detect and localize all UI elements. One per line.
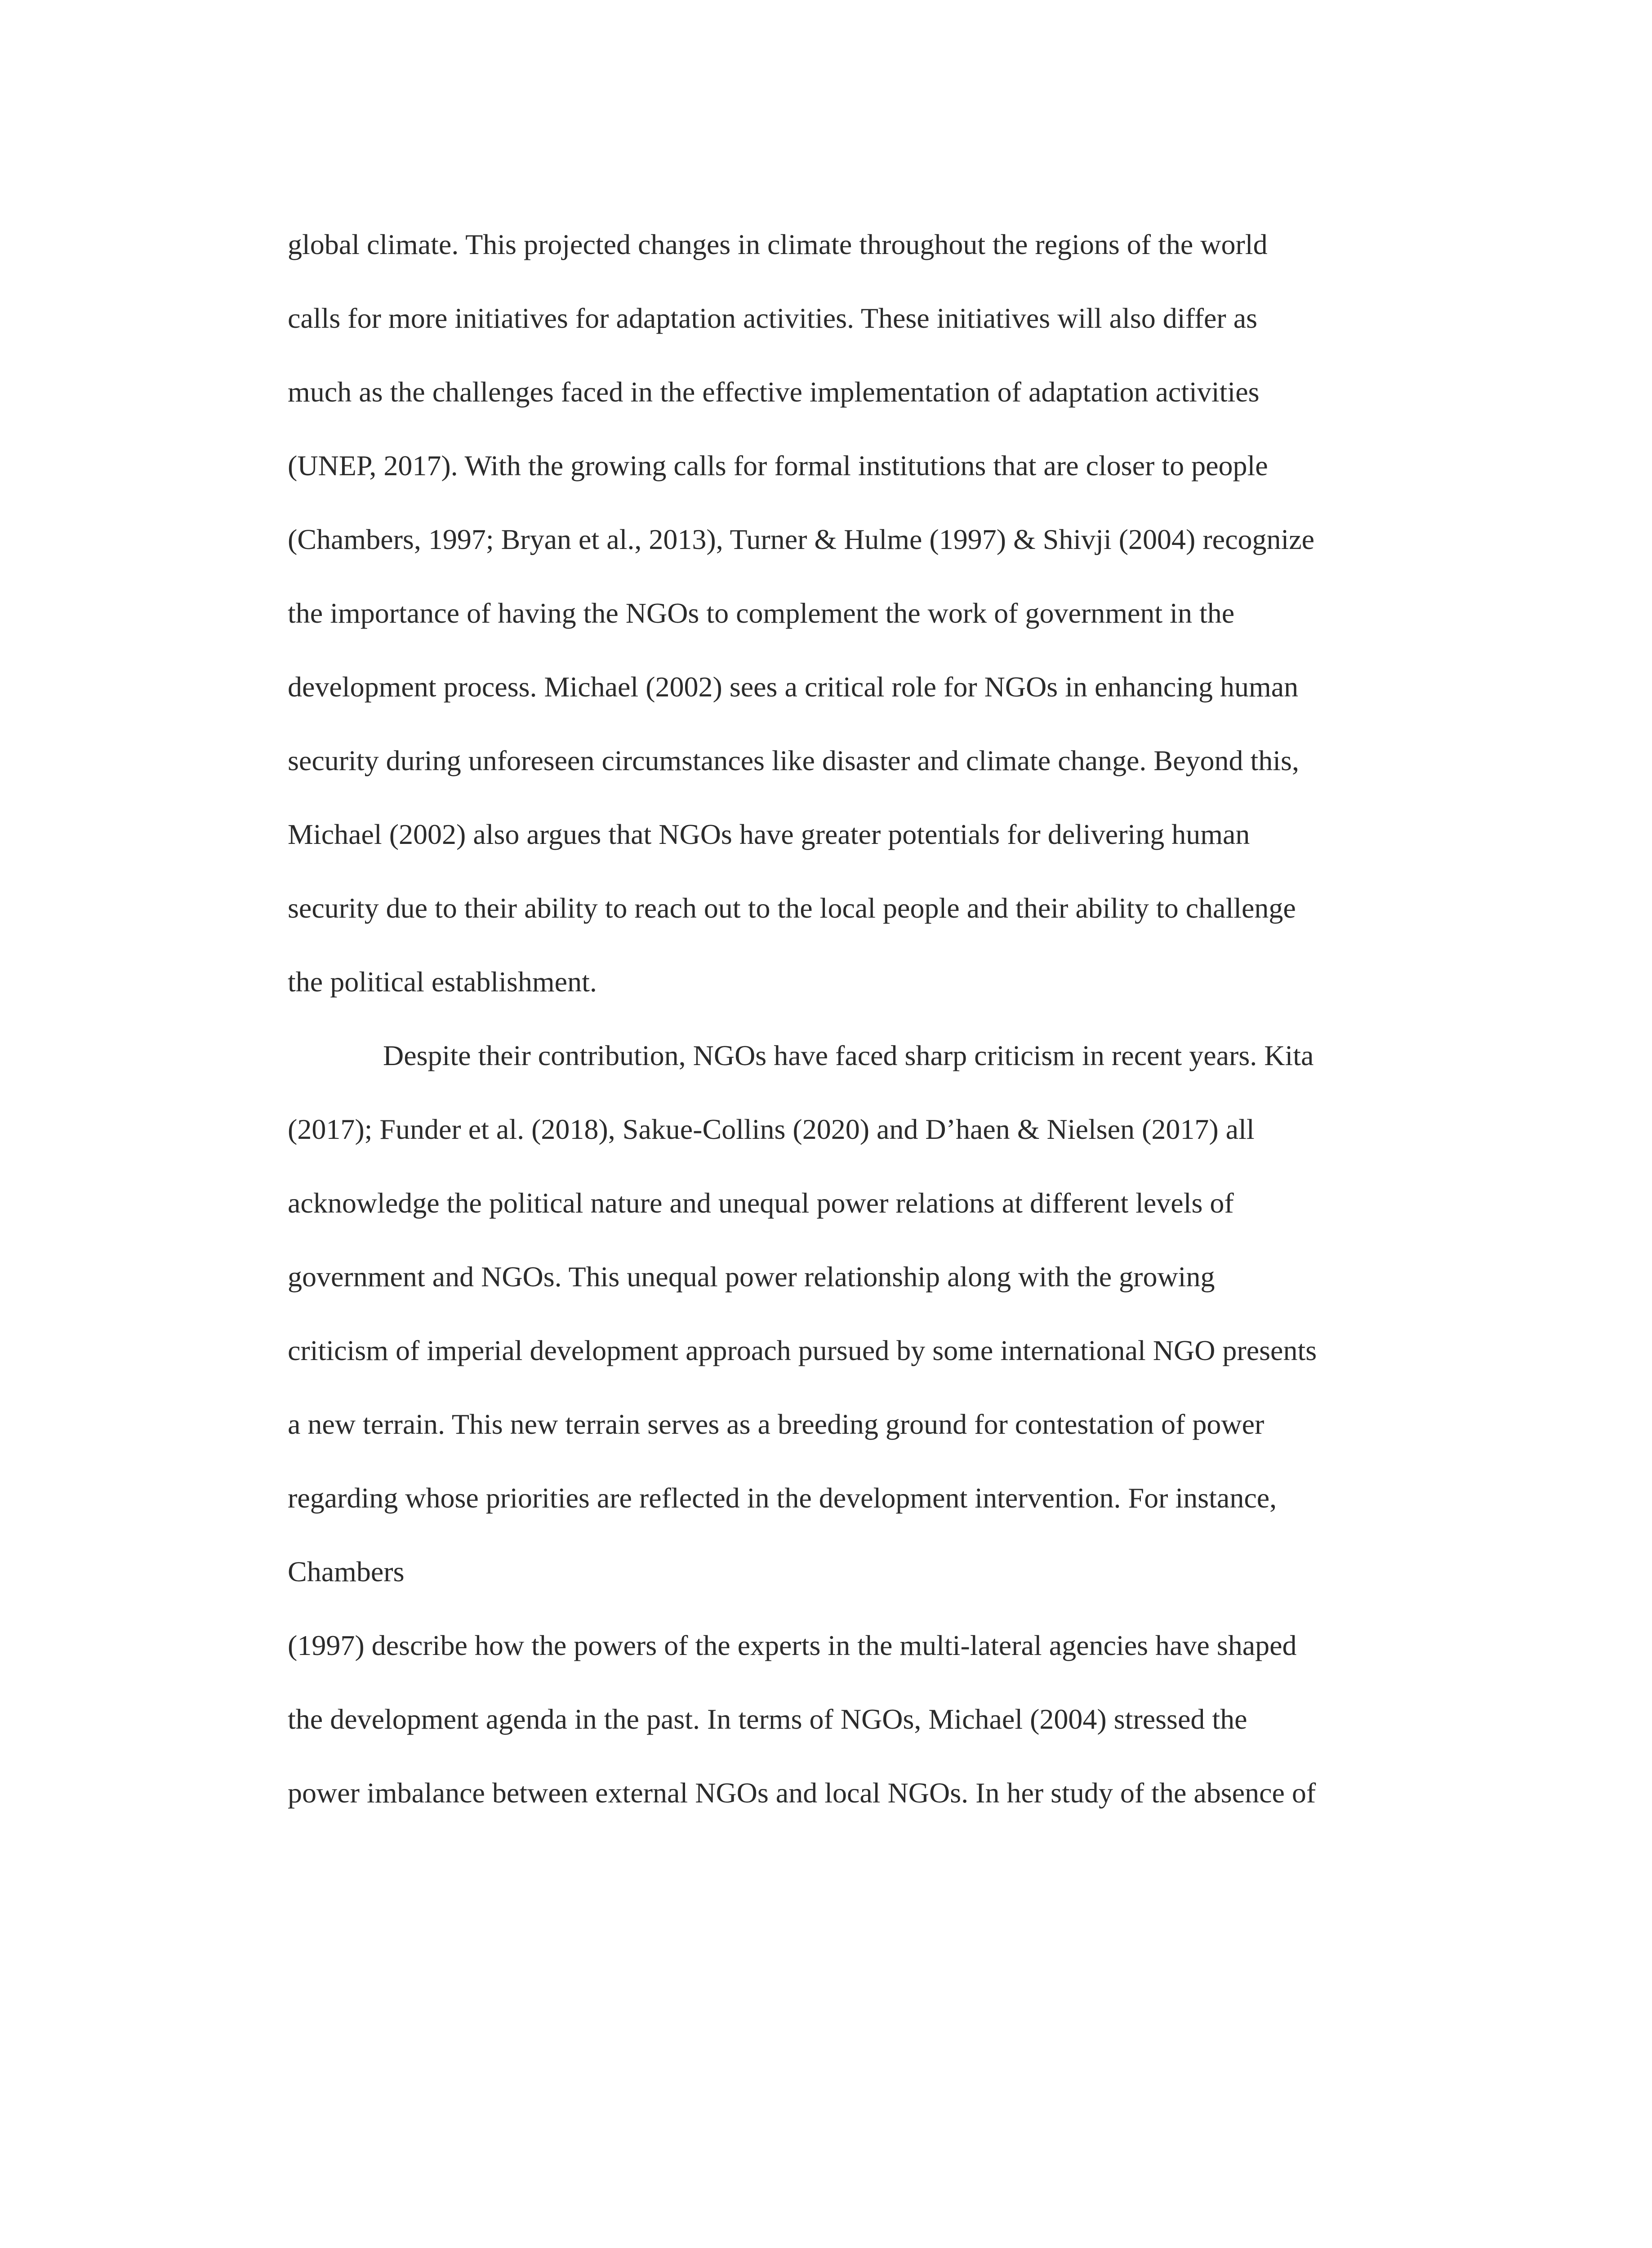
body-text-line: (Chambers, 1997; Bryan et al., 2013), Turner & Hulme (1997) & Shivji (2004) recognize [288, 523, 1315, 555]
body-text-line: the political establishment. [288, 966, 597, 998]
paragraph-first-line: Despite their contribution, NGOs have faced sharp criticism in recent years. Kita [383, 1039, 1314, 1071]
body-text-line: global climate. This projected changes in climate throughout the regions of the world [288, 228, 1268, 260]
body-text-line: regarding whose priorities are reflected in the development intervention. For instance, [288, 1482, 1277, 1514]
body-text-line: (1997) describe how the powers of the experts in the multi-lateral agencies have shaped [288, 1629, 1297, 1661]
body-text-line: the development agenda in the past. In terms of NGOs, Michael (2004) stressed the [288, 1703, 1247, 1735]
body-text-line: security during unforeseen circumstances like disaster and climate change. Beyond this, [288, 745, 1299, 776]
body-text-line: power imbalance between external NGOs and local NGOs. In her study of the absence of [288, 1777, 1316, 1809]
body-text-line: criticism of imperial development approach pursued by some international NGO presents [288, 1334, 1317, 1366]
body-text-line: (2017); Funder et al. (2018), Sakue-Collins (2020) and D’haen & Nielsen (2017) all [288, 1113, 1255, 1145]
body-text-line: (UNEP, 2017). With the growing calls for formal institutions that are closer to people [288, 450, 1268, 482]
body-text-line: much as the challenges faced in the effective implementation of adaptation activities [288, 376, 1260, 408]
body-text-line: Michael (2002) also argues that NGOs have greater potentials for delivering human [288, 818, 1250, 850]
body-text-line: the importance of having the NGOs to complement the work of government in the [288, 597, 1235, 629]
body-text-line: security due to their ability to reach out to the local people and their ability to challenge [288, 892, 1296, 924]
body-text-line: a new terrain. This new terrain serves as a breeding ground for contestation of power [288, 1408, 1265, 1440]
body-text-line: government and NGOs. This unequal power relationship along with the growing [288, 1261, 1215, 1293]
body-text-line: Chambers [288, 1556, 405, 1588]
body-text-line: acknowledge the political nature and unequal power relations at different levels of [288, 1187, 1234, 1219]
body-text-line: development process. Michael (2002) sees a critical role for NGOs in enhancing human [288, 671, 1299, 703]
body-text-line: calls for more initiatives for adaptation activities. These initiatives will also differ as [288, 302, 1258, 334]
